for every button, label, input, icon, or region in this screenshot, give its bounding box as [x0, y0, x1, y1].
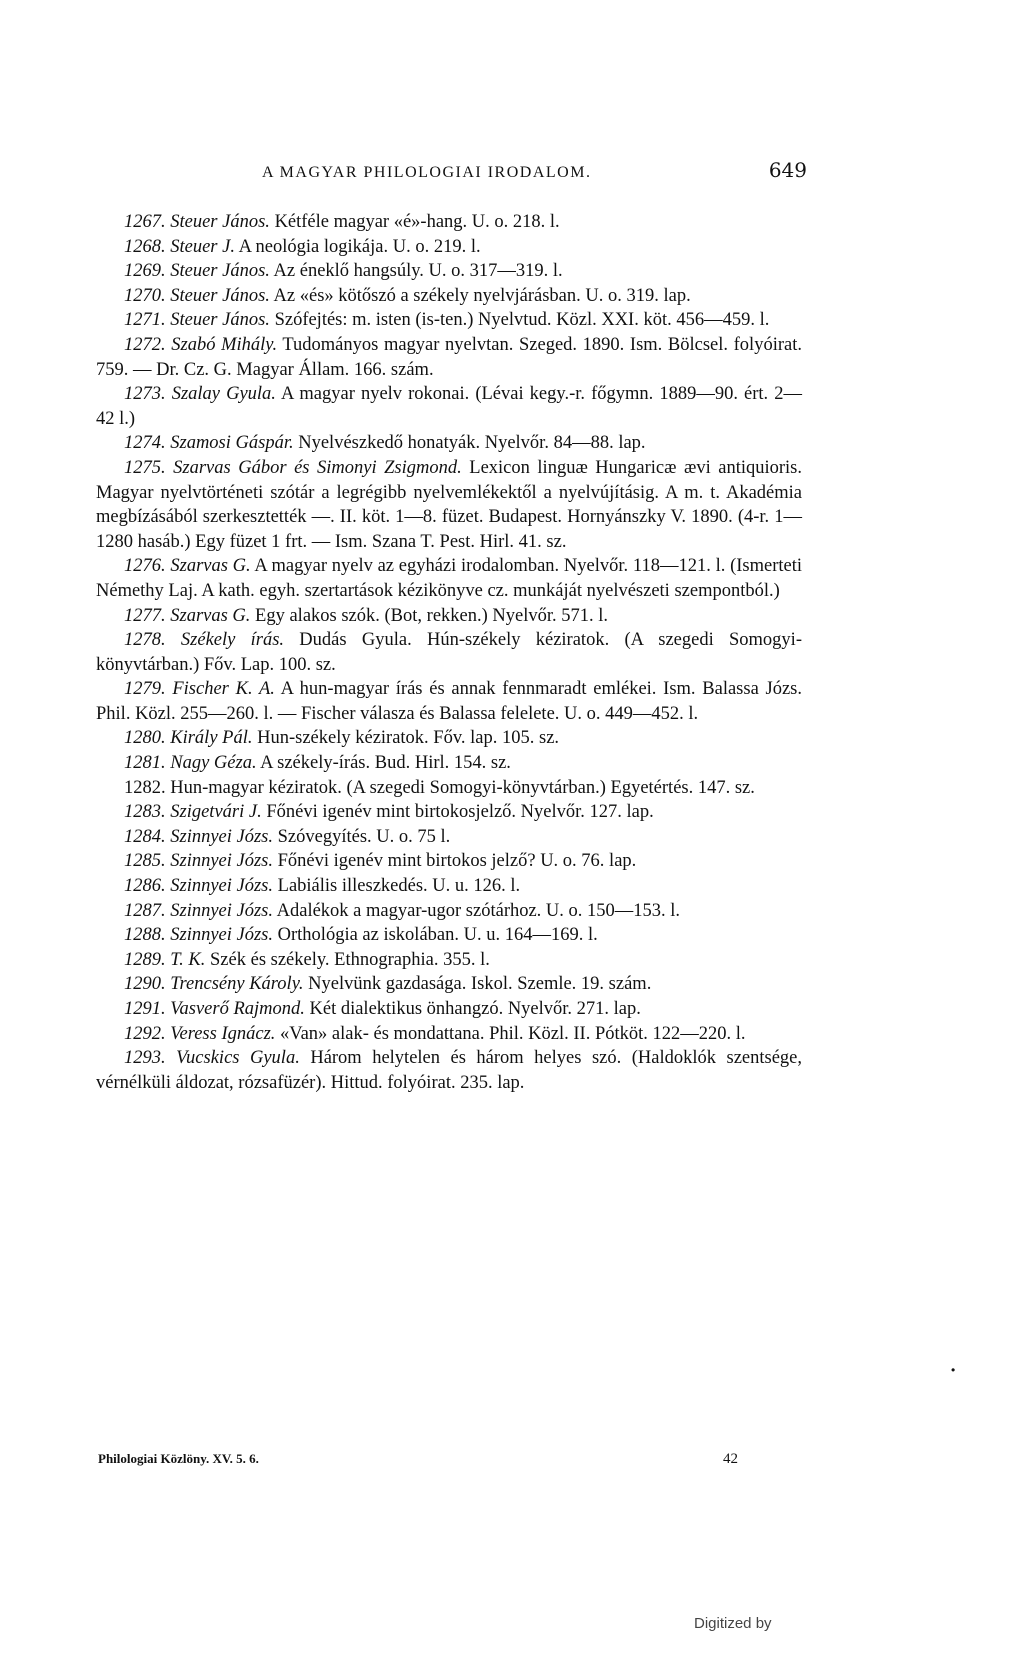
bibliography-entry: [96, 308, 802, 333]
bibliography-entry: [96, 776, 802, 801]
bibliography-entry: [96, 874, 802, 899]
entry-author: 1273. Szalay Gyula.: [124, 384, 276, 405]
margin-mark: •: [951, 1363, 956, 1377]
entry-author: 1277. Szarvas G.: [124, 605, 251, 626]
bibliography-entry: [96, 554, 802, 603]
bibliography-entry: [96, 899, 802, 924]
entry-text: A magyar nyelv az egyházi irodalomban. Nyelvőr. 118—121. l. (Ismerteti Némethy Laj. A kath. egyh. szertartások kézikönyve cz. munkáját nyelvészeti szempontból.): [96, 556, 803, 601]
bibliography-entry: [96, 382, 802, 431]
entry-text: Tudományos magyar nyelvtan. Szeged. 1890. Ism. Bölcsel. folyóirat. 759. — Dr. Cz. G. Magyar Állam. 166. szám.: [96, 334, 802, 380]
entry-text: Három helytelen és három helyes szó. (Haldoklók szentsége, vérnélküli áldozat, rózsafüzér). Hittud. folyóirat. 235. lap.: [96, 1048, 803, 1093]
bibliography-entry: [96, 800, 802, 825]
bibliography-entry: [96, 677, 802, 726]
bibliography-entry: [96, 849, 802, 874]
entry-text: A magyar nyelv rokonai. (Lévai kegy.-r. főgymn. 1889—90. ért. 2—42 l.): [96, 384, 802, 429]
bibliography-entry: [96, 259, 802, 284]
bibliography-entry: [96, 431, 802, 456]
signature-mark: Philologiai Közlöny. XV. 5. 6.: [98, 1451, 259, 1466]
entry-text: Lexicon linguæ Hungaricæ ævi antiquioris. Magyar nyelvtörténeti szótár a legrégibb nyelvemlékektől a nyelvújításig. A m. t. Akadémia megbízásából szerkesztették —. II. köt. 1—8. füzet. Budapest. Hornyánszky V. 1890. (4-r. 1—1280 hasáb.) Egy füzet 1 frt. — Ism. Szana T. Pest. Hirl. 41. sz.: [96, 457, 803, 552]
entry-author: 1270. Steuer János.: [124, 285, 270, 306]
entry-author: 1292. Veress Ignácz.: [124, 1023, 276, 1044]
page-footer: [98, 1451, 738, 1468]
entry-text: Kétféle magyar «é»-hang. U. o. 218. l.: [269, 212, 560, 232]
entry-text: Hun-székely kéziratok. Főv. lap. 105. sz.: [252, 728, 560, 749]
running-header: [262, 158, 807, 182]
bibliography-entry: [96, 628, 802, 677]
bibliography-entry: [96, 284, 802, 309]
entry-author: 1271. Steuer János.: [124, 310, 270, 331]
entry-author: 1283. Szigetvári J.: [124, 802, 262, 823]
entry-author: 1280. Király Pál.: [124, 728, 253, 749]
entry-author: 1289. T. K.: [124, 949, 206, 970]
bibliography-entry: [96, 604, 802, 629]
entry-text: Főnévi igenév mint birtokos jelző? U. o. 76. lap.: [273, 851, 637, 872]
entry-text: Egy alakos szók. (Bot, rekken.) Nyelvőr. 571. l.: [250, 605, 609, 626]
running-title: A MAGYAR PHILOLOGIAI IRODALOM.: [262, 164, 592, 181]
entry-author: 1278. Székely írás.: [124, 630, 285, 651]
entry-author: 1286. Szinnyei Józs.: [124, 876, 274, 897]
bibliography-entry: [96, 235, 802, 260]
entry-text: Nyelvészkedő honatyák. Nyelvőr. 84—88. lap.: [293, 433, 646, 454]
digitized-watermark: Digitized by: [694, 1615, 772, 1632]
sheet-number: 42: [723, 1451, 738, 1467]
entry-text: A székely-írás. Bud. Hirl. 154. sz.: [256, 753, 511, 774]
bibliography-entry: [96, 997, 802, 1022]
bibliography-entry: [96, 456, 802, 554]
entry-author: 1269. Steuer János.: [124, 261, 270, 282]
entry-author: 1281. Nagy Géza.: [124, 753, 257, 774]
entry-author: 1267. Steuer János.: [124, 212, 270, 232]
entry-text: Az éneklő hangsúly. U. o. 317—319. l.: [269, 261, 563, 282]
bibliography-entry: [96, 1022, 802, 1047]
page-number: 649: [768, 158, 807, 182]
bibliography-entry: [96, 333, 802, 382]
entry-author: 1287. Szinnyei Józs.: [124, 900, 274, 921]
entry-text: 1282. Hun-magyar kéziratok. (A szegedi Somogyi-könyvtárban.) Egyetértés. 147. sz.: [124, 777, 755, 798]
entry-text: Szék és székely. Ethnographia. 355. l.: [205, 949, 490, 970]
entry-text: Főnévi igenév mint birtokosjelző. Nyelvőr. 127. lap.: [261, 802, 654, 823]
entry-text: Nyelvünk gazdasága. Iskol. Szemle. 19. szám.: [303, 974, 652, 995]
entry-text: Az «és» kötőszó a székely nyelvjárásban. U. o. 319. lap.: [269, 285, 691, 306]
bibliography-entry: [96, 948, 802, 973]
entry-text: «Van» alak- és mondattana. Phil. Közl. II. Pótköt. 122—220. l.: [275, 1023, 746, 1044]
entry-author: 1279. Fischer K. A.: [124, 679, 275, 700]
bibliography-entry: [96, 1046, 802, 1095]
bibliography-entry: [96, 726, 802, 751]
bibliography-entry: [96, 972, 802, 997]
entry-author: 1288. Szinnyei Józs.: [124, 925, 274, 946]
entry-text: Dudás Gyula. Hún-székely kéziratok. (A szegedi Somogyi-könyvtárban.) Főv. Lap. 100. sz.: [96, 630, 802, 675]
entry-text: A hun-magyar írás és annak fennmaradt emlékei. Ism. Balassa Józs. Phil. Közl. 255—260. l. — Fischer válasza és Balassa felelete. U. o. 449—452. l.: [96, 679, 802, 724]
entry-text: Orthológia az iskolában. U. u. 164—169. l.: [273, 925, 598, 946]
entry-text: Labiális illeszkedés. U. u. 126. l.: [273, 876, 521, 897]
entry-author: 1293. Vucskics Gyula.: [124, 1048, 300, 1069]
entry-author: 1284. Szinnyei Józs.: [124, 826, 274, 847]
entry-author: 1268. Steuer J.: [124, 236, 235, 257]
entry-author: 1291. Vasverő Rajmond.: [124, 999, 305, 1019]
entry-author: 1276. Szarvas G.: [124, 556, 251, 577]
entry-author: 1285. Szinnyei Józs.: [124, 851, 274, 872]
bibliography-entry: [96, 210, 802, 235]
bibliography-entry: [96, 751, 802, 776]
bibliography-entry: [96, 825, 802, 850]
bibliography-entry: [96, 923, 802, 948]
entry-author: 1290. Trencsény Károly.: [124, 974, 304, 995]
entry-text: Szófejtés: m. isten (is-ten.) Nyelvtud. Közl. XXI. köt. 456—459. l.: [269, 310, 770, 331]
entry-author: 1274. Szamosi Gáspár.: [124, 433, 294, 454]
bibliography-list: [96, 210, 802, 1095]
entry-text: A neológia logikája. U. o. 219. l.: [234, 236, 481, 257]
entry-text: Két dialektikus önhangzó. Nyelvőr. 271. lap.: [304, 999, 641, 1019]
entry-text: Szóvegyítés. U. o. 75 l.: [273, 826, 451, 847]
entry-text: Adalékok a magyar-ugor szótárhoz. U. o. 150—153. l.: [273, 900, 681, 921]
entry-author: 1275. Szarvas Gábor és Simonyi Zsigmond.: [124, 457, 462, 478]
entry-author: 1272. Szabó Mihály.: [124, 334, 278, 355]
